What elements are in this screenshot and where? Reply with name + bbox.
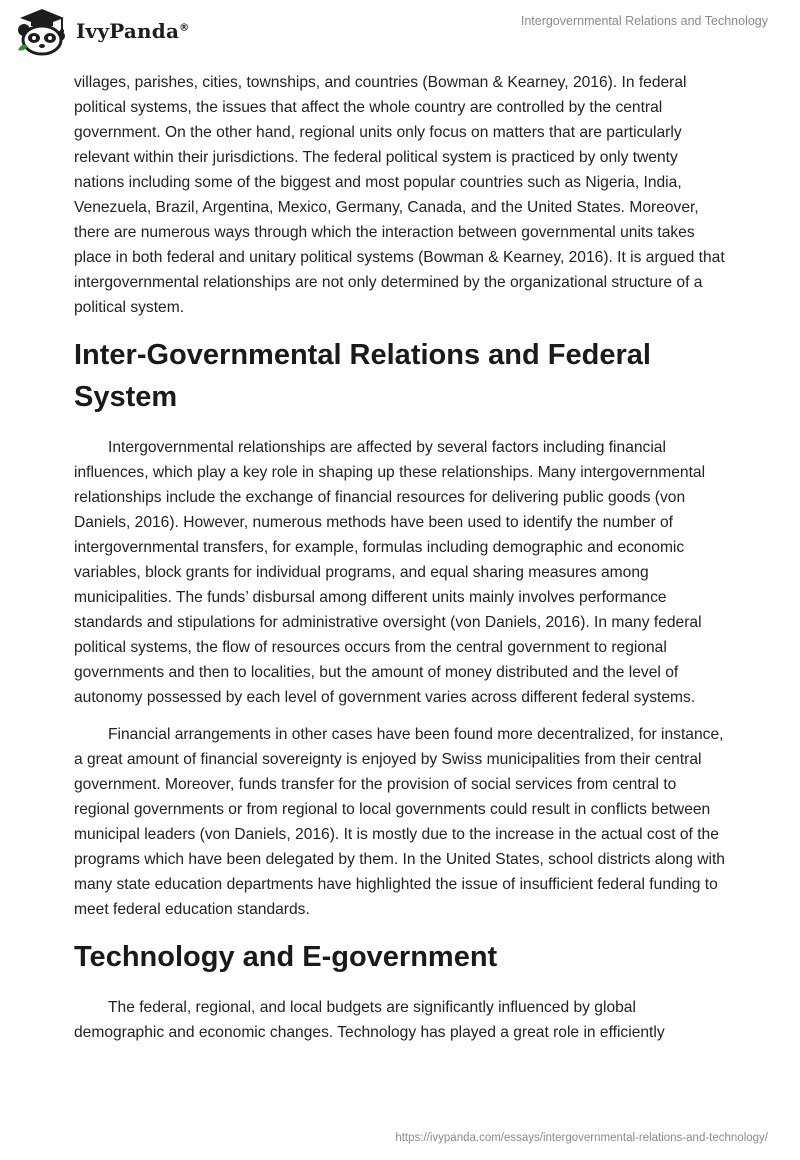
- logo-link[interactable]: [14, 6, 189, 56]
- source-url-link[interactable]: https://ivypanda.com/essays/intergovernmental-relations-and-technology/: [395, 1132, 768, 1144]
- paragraph-1: villages, parishes, cities, townships, and countries (Bowman & Kearney, 2016). In federal political systems, the issues that affect the whole country are controlled by the central government. On the other hand, regional units only focus on matters that are particularly relevant within their jurisdictions. The federal political system is practiced by only twenty nations including some of the biggest and most popular countries such as Nigeria, India, Venezuela, Brazil, Argentina, Mexico, Germany, Canada, and the United States. Moreover, there are numerous ways through which the interaction between governmental units takes place in both federal and unitary political systems (Bowman & Kearney, 2016). It is argued that intergovernmental relationships are not only determined by the organizational structure of a political system.: [74, 74, 725, 316]
- paragraph-3: Financial arrangements in other cases have been found more decentralized, for instance, a great amount of financial sovereignty is enjoyed by Swiss municipalities from their central government. Moreover, funds transfer for the provision of social services from central to regional governments or from regional to local governments could result in conflicts between municipal leaders (von Daniels, 2016). It is mostly due to the increase in the actual cost of the programs which have been delegated by them. In the United States, school districts along with many state education departments have highlighted the issue of insufficient federal funding to meet federal education standards.: [74, 726, 725, 918]
- section-heading-federal-system: Inter-Governmental Relations and Federal System: [74, 339, 651, 413]
- section-heading-technology: Technology and E-government: [74, 941, 498, 973]
- paragraph-2: Intergovernmental relationships are affected by several factors including financial influences, which play a key role in shaping up these relationships. Many intergovernmental relationships include the exchange of financial resources for delivering public goods (von Daniels, 2016). However, numerous methods have been used to identify the number of intergovernmental transfers, for example, formulas including demographic and economic variables, block grants for individual programs, and equal sharing measures among municipalities. The funds’ disbursal among different units mainly involves performance standards and stipulations for administrative oversight (von Daniels, 2016). In many federal political systems, the flow of resources occurs from the central government to regional governments and then to localities, but the amount of money distributed and the level of autonomy possessed by each level of government varies across different federal systems.: [74, 439, 706, 706]
- page-header: [0, 0, 800, 70]
- essay-content: [74, 70, 728, 1057]
- document-title: Intergovernmental Relations and Technology: [520, 14, 768, 28]
- logo-text: IvyPanda®: [76, 19, 190, 43]
- paragraph-4: The federal, regional, and local budgets are significantly influenced by global demographic and economic changes. Technology has played a great role in efficiently: [74, 999, 665, 1041]
- panda-logo-icon: [14, 6, 70, 56]
